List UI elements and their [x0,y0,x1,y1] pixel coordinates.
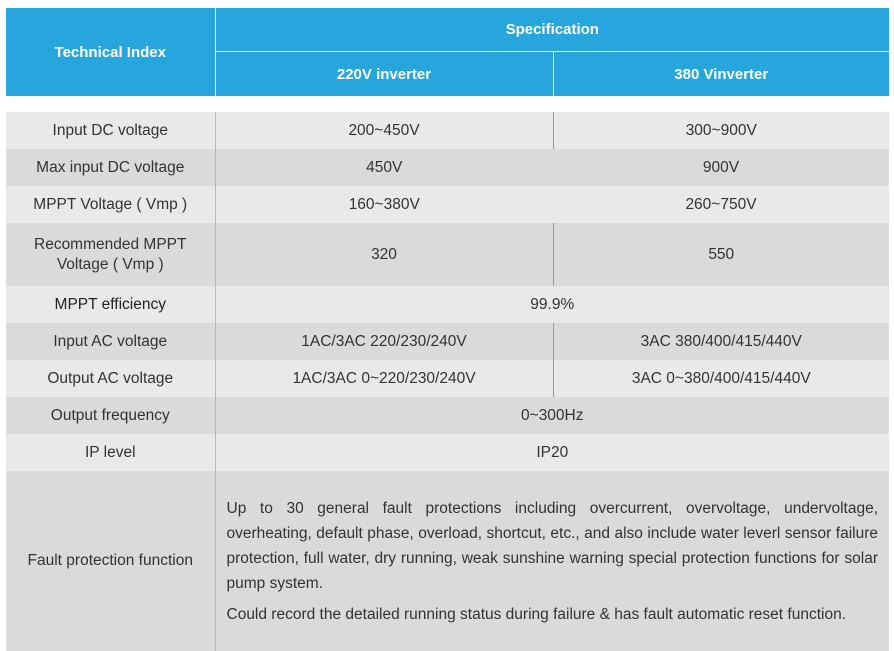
table-row [6,186,889,223]
spec-table [6,8,889,651]
fault-paragraph-2: Could record the detailed running status during failure & has fault automatic reset function. [226,605,847,623]
cell-220v: 450V [215,149,553,186]
table-row [6,112,889,149]
table-header [6,8,889,96]
table-row [6,223,889,286]
specification-header: Specification [215,8,889,52]
row-label: Fault protection function [6,471,215,651]
cell-220v: 160~380V [215,186,553,223]
cell-220v: 1AC/3AC 0~220/230/240V [215,360,553,397]
table-row [6,323,889,360]
row-label: Output AC voltage [6,360,215,397]
cell-380v: 300~900V [553,112,889,149]
cell-380v: 900V [553,149,889,186]
cell-380v: 550 [553,223,889,286]
fault-description [215,471,889,651]
col-380v-header: 380 Vinverter [553,52,889,97]
table-row [6,434,889,471]
row-label: Input AC voltage [6,323,215,360]
row-label [6,223,215,286]
row-label-line1: Recommended MPPT [34,235,187,253]
technical-index-header: Technical Index [6,8,215,96]
cell-merged: IP20 [215,434,889,471]
cell-380v: 3AC 380/400/415/440V [553,323,889,360]
header-spacer [6,96,889,112]
row-label: Input DC voltage [6,112,215,149]
table-row [6,471,889,651]
cell-merged: 0~300Hz [215,397,889,434]
col-220v-header: 220V inverter [215,52,553,97]
cell-380v: 3AC 0~380/400/415/440V [553,360,889,397]
row-label: IP level [6,434,215,471]
row-label: MPPT efficiency [6,286,215,323]
table-row [6,286,889,323]
row-label: Output frequency [6,397,215,434]
table-row [6,397,889,434]
cell-380v: 260~750V [553,186,889,223]
row-label: MPPT Voltage ( Vmp ) [6,186,215,223]
table-row [6,360,889,397]
table-row [6,149,889,186]
cell-220v: 200~450V [215,112,553,149]
cell-220v: 1AC/3AC 220/230/240V [215,323,553,360]
cell-220v: 320 [215,223,553,286]
cell-merged: 99.9% [215,286,889,323]
table-body [6,112,889,651]
row-label: Max input DC voltage [6,149,215,186]
row-label-line2: Voltage ( Vmp ) [56,255,164,273]
fault-paragraph-1: Up to 30 general fault protections including overcurrent, overvoltage, undervoltage, overheating, default phase, overload, shortcut, etc., and also include water leverl sensor failure protection, full water, dry running, weak sunshine warning special protection functions for solar pump system. [226,499,879,592]
